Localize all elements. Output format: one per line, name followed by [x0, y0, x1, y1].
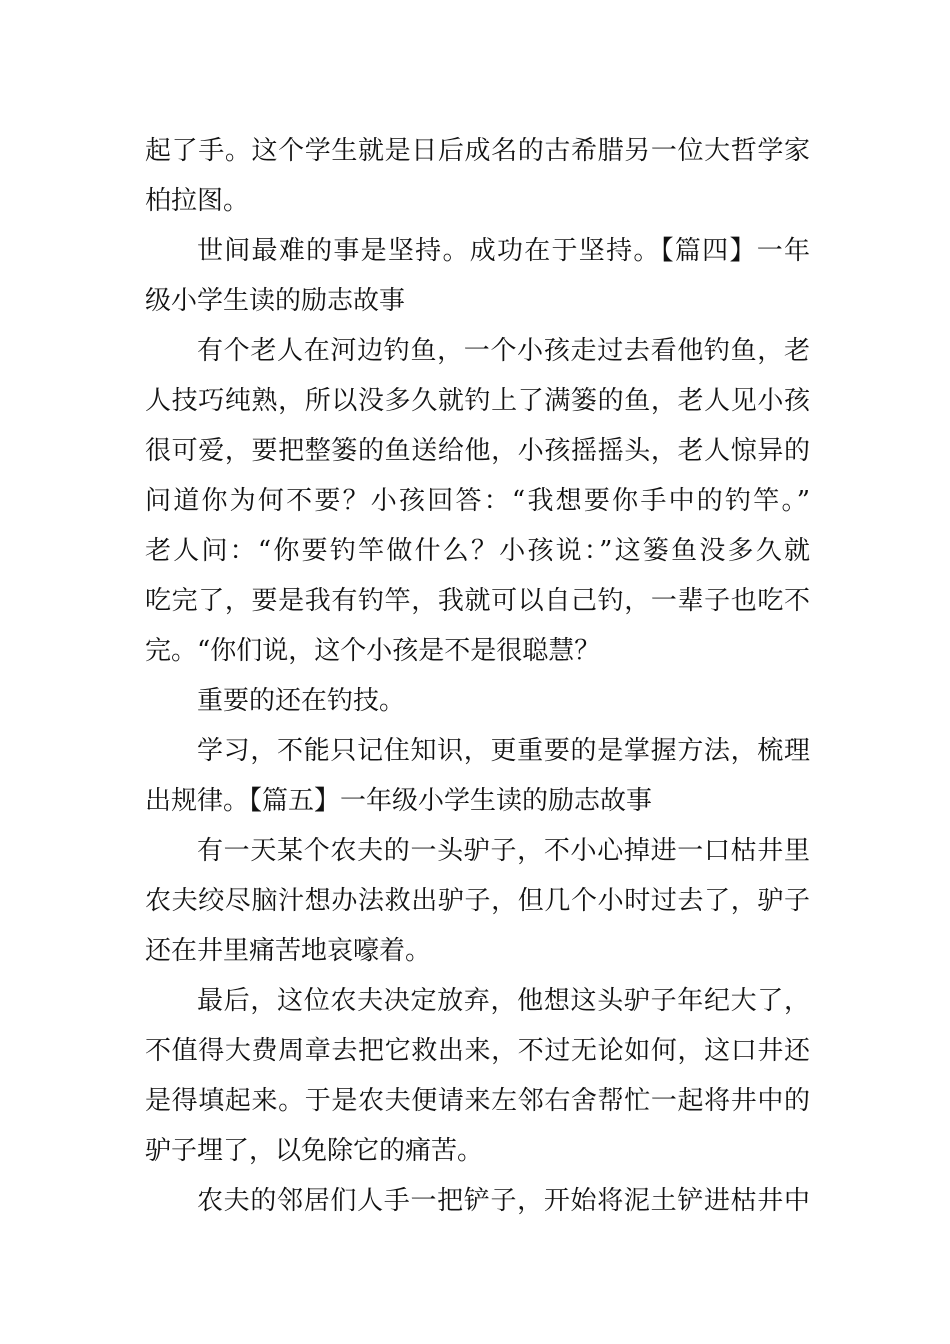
document-body [145, 126, 810, 1226]
text-line: 驴子埋了，以免除它的痛苦。 [145, 1136, 484, 1166]
text-line: 级小学生读的励志故事 [145, 286, 406, 316]
text-line: 最后，这位农夫决定放弃，他想这头驴子年纪大了， [197, 986, 810, 1016]
text-line: 起了手。这个学生就是日后成名的古希腊另一位大哲学家 [145, 136, 810, 166]
text-line: 问道你为何不要？小孩回答：“我想要你手中的钓竿。” [145, 486, 810, 516]
text-line: 人技巧纯熟，所以没多久就钓上了满篓的鱼，老人见小孩 [145, 386, 810, 416]
text-line: 老人问：“你要钓竿做什么？小孩说：”这篓鱼没多久就 [145, 536, 810, 566]
text-line: 还在井里痛苦地哀嚎着。 [145, 936, 432, 966]
text-line: 很可爱，要把整篓的鱼送给他，小孩摇摇头，老人惊异的 [145, 436, 810, 466]
text-line: 不值得大费周章去把它救出来，不过无论如何，这口井还 [145, 1036, 810, 1066]
text-line: 重要的还在钓技。 [197, 686, 406, 716]
text-line: 完。“你们说，这个小孩是不是很聪慧？ [145, 636, 601, 666]
text-line: 农夫绞尽脑汁想办法救出驴子，但几个小时过去了，驴子 [145, 886, 810, 916]
text-line: 学习，不能只记住知识，更重要的是掌握方法，梳理 [197, 736, 810, 766]
text-line: 农夫的邻居们人手一把铲子，开始将泥土铲进枯井中 [197, 1186, 810, 1216]
text-line: 有个老人在河边钓鱼，一个小孩走过去看他钓鱼，老 [197, 336, 810, 366]
text-line: 有一天某个农夫的一头驴子，不小心掉进一口枯井里 [197, 836, 810, 866]
text-line: 吃完了，要是我有钓竿，我就可以自己钓，一辈子也吃不 [145, 586, 810, 616]
text-line: 是得填起来。于是农夫便请来左邻右舍帮忙一起将井中的 [145, 1086, 810, 1116]
text-line: 出规律。【篇五】一年级小学生读的励志故事 [145, 786, 653, 816]
text-line: 世间最难的事是坚持。成功在于坚持。【篇四】一年 [197, 236, 810, 266]
text-line: 柏拉图。 [145, 186, 250, 216]
